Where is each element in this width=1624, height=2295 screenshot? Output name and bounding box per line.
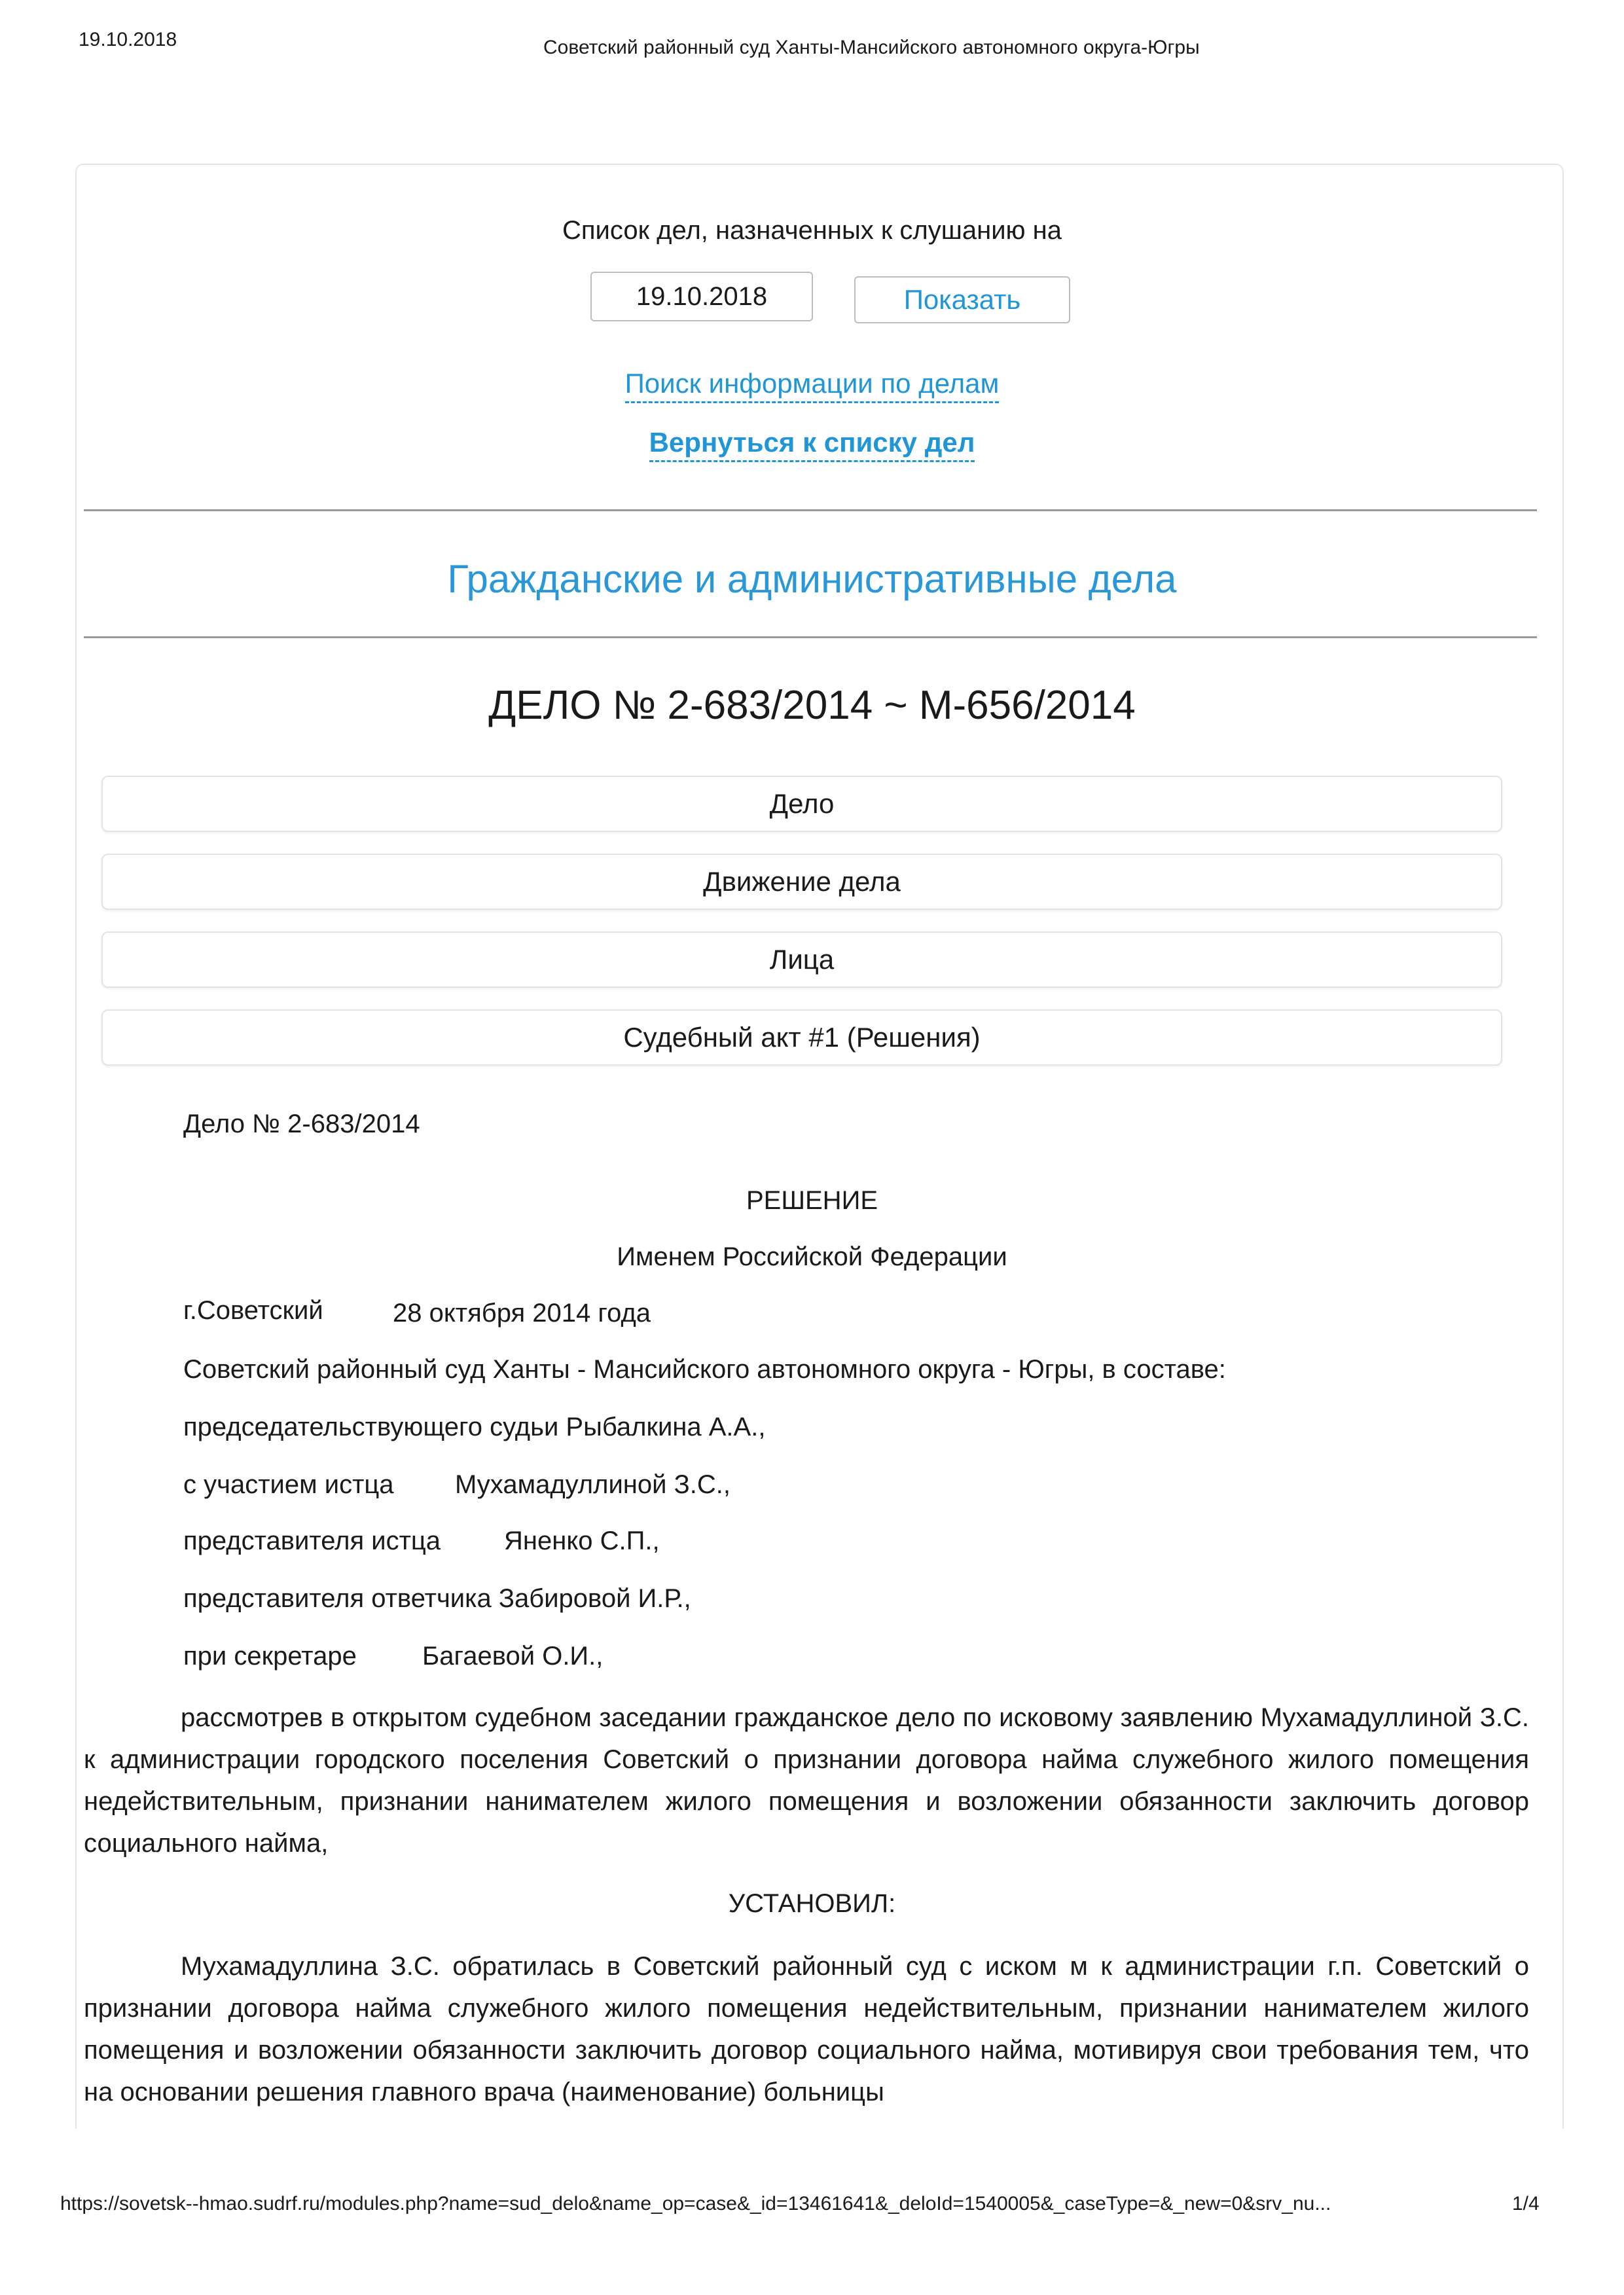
print-header-title: Советский районный суд Ханты-Мансийского автономного округа-Югры (543, 37, 1200, 58)
tab-case[interactable]: Дело (101, 776, 1502, 832)
doc-plaintiff-name: Мухамадуллиной З.С., (455, 1470, 731, 1499)
doc-plaintiff-rep-name: Яненко С.П., (504, 1527, 660, 1555)
doc-court-composition: Советский районный суд Ханты - Мансийского автономного округа - Югры, в составе: (183, 1355, 1226, 1384)
schedule-label: Список дел, назначенных к слушанию на (562, 216, 1062, 245)
section-title: Гражданские и административные дела (447, 557, 1177, 601)
schedule-date-input[interactable] (590, 272, 813, 321)
search-cases-link-wrap (0, 368, 1624, 399)
doc-heading: РЕШЕНИЕ (746, 1186, 878, 1215)
doc-defendant-rep: представителя ответчика Забировой И.Р., (183, 1584, 691, 1613)
tab-judicial-act[interactable]: Судебный акт #1 (Решения) (101, 1009, 1502, 1066)
tab-persons[interactable]: Лица (101, 931, 1502, 988)
doc-established-heading: УСТАНОВИЛ: (728, 1889, 896, 1918)
back-to-list-link-wrap (0, 427, 1624, 458)
doc-considered-paragraph (84, 1697, 1529, 1864)
divider (84, 636, 1537, 638)
doc-secretary-name: Багаевой О.И., (422, 1642, 604, 1671)
doc-established-text: Мухамадуллина З.С. обратилась в Советский районный суд с иском м к администрации г.п. Советский о признании договора найма служебного жилого помещения недействительным, признании нанимателем жилого помещения и возложении обязанности заключить договор социального найма, мотивируя свои требования тем, что на основании решения главного врача (наименование) больницы (84, 1952, 1529, 2106)
doc-subheading: Именем Российской Федерации (617, 1242, 1007, 1271)
print-footer-url: https://sovetsk--hmao.sudrf.ru/modules.php?name=sud_delo&name_op=case&_id=13461641&_deloId=1540005&_caseType=&_new=0&srv_nu... (60, 2193, 1331, 2214)
case-number-title: ДЕЛО № 2-683/2014 ~ М-656/2014 (488, 683, 1136, 728)
doc-date: 28 октября 2014 года (393, 1299, 651, 1328)
doc-secretary-label: при секретаре (183, 1642, 357, 1671)
doc-established-paragraph (84, 1945, 1529, 2113)
doc-plaintiff-rep-label: представителя истца (183, 1527, 441, 1555)
divider (84, 509, 1537, 511)
show-button[interactable]: Показать (854, 276, 1070, 323)
doc-presiding-judge: председательствующего судьи Рыбалкина А.А., (183, 1413, 766, 1441)
tab-case-movement[interactable]: Движение дела (101, 854, 1502, 910)
doc-city: г.Советский (183, 1296, 323, 1325)
print-footer-page: 1/4 (1512, 2193, 1540, 2214)
back-to-list-link[interactable]: Вернуться к списку дел (649, 427, 975, 462)
print-header-date: 19.10.2018 (79, 29, 177, 50)
search-cases-link[interactable]: Поиск информации по делам (625, 368, 1000, 403)
doc-plaintiff-label: с участием истца (183, 1470, 394, 1499)
doc-considered-text: рассмотрев в открытом судебном заседании гражданское дело по исковому заявлению Мухамадуллиной З.С. к администрации городского поселения Советский о признании договора найма служебного жилого помещения недействительным, признании нанимателем жилого помещения и возложении обязанности заключить договор социального найма, (84, 1703, 1529, 1858)
doc-case-line: Дело № 2-683/2014 (183, 1110, 420, 1138)
